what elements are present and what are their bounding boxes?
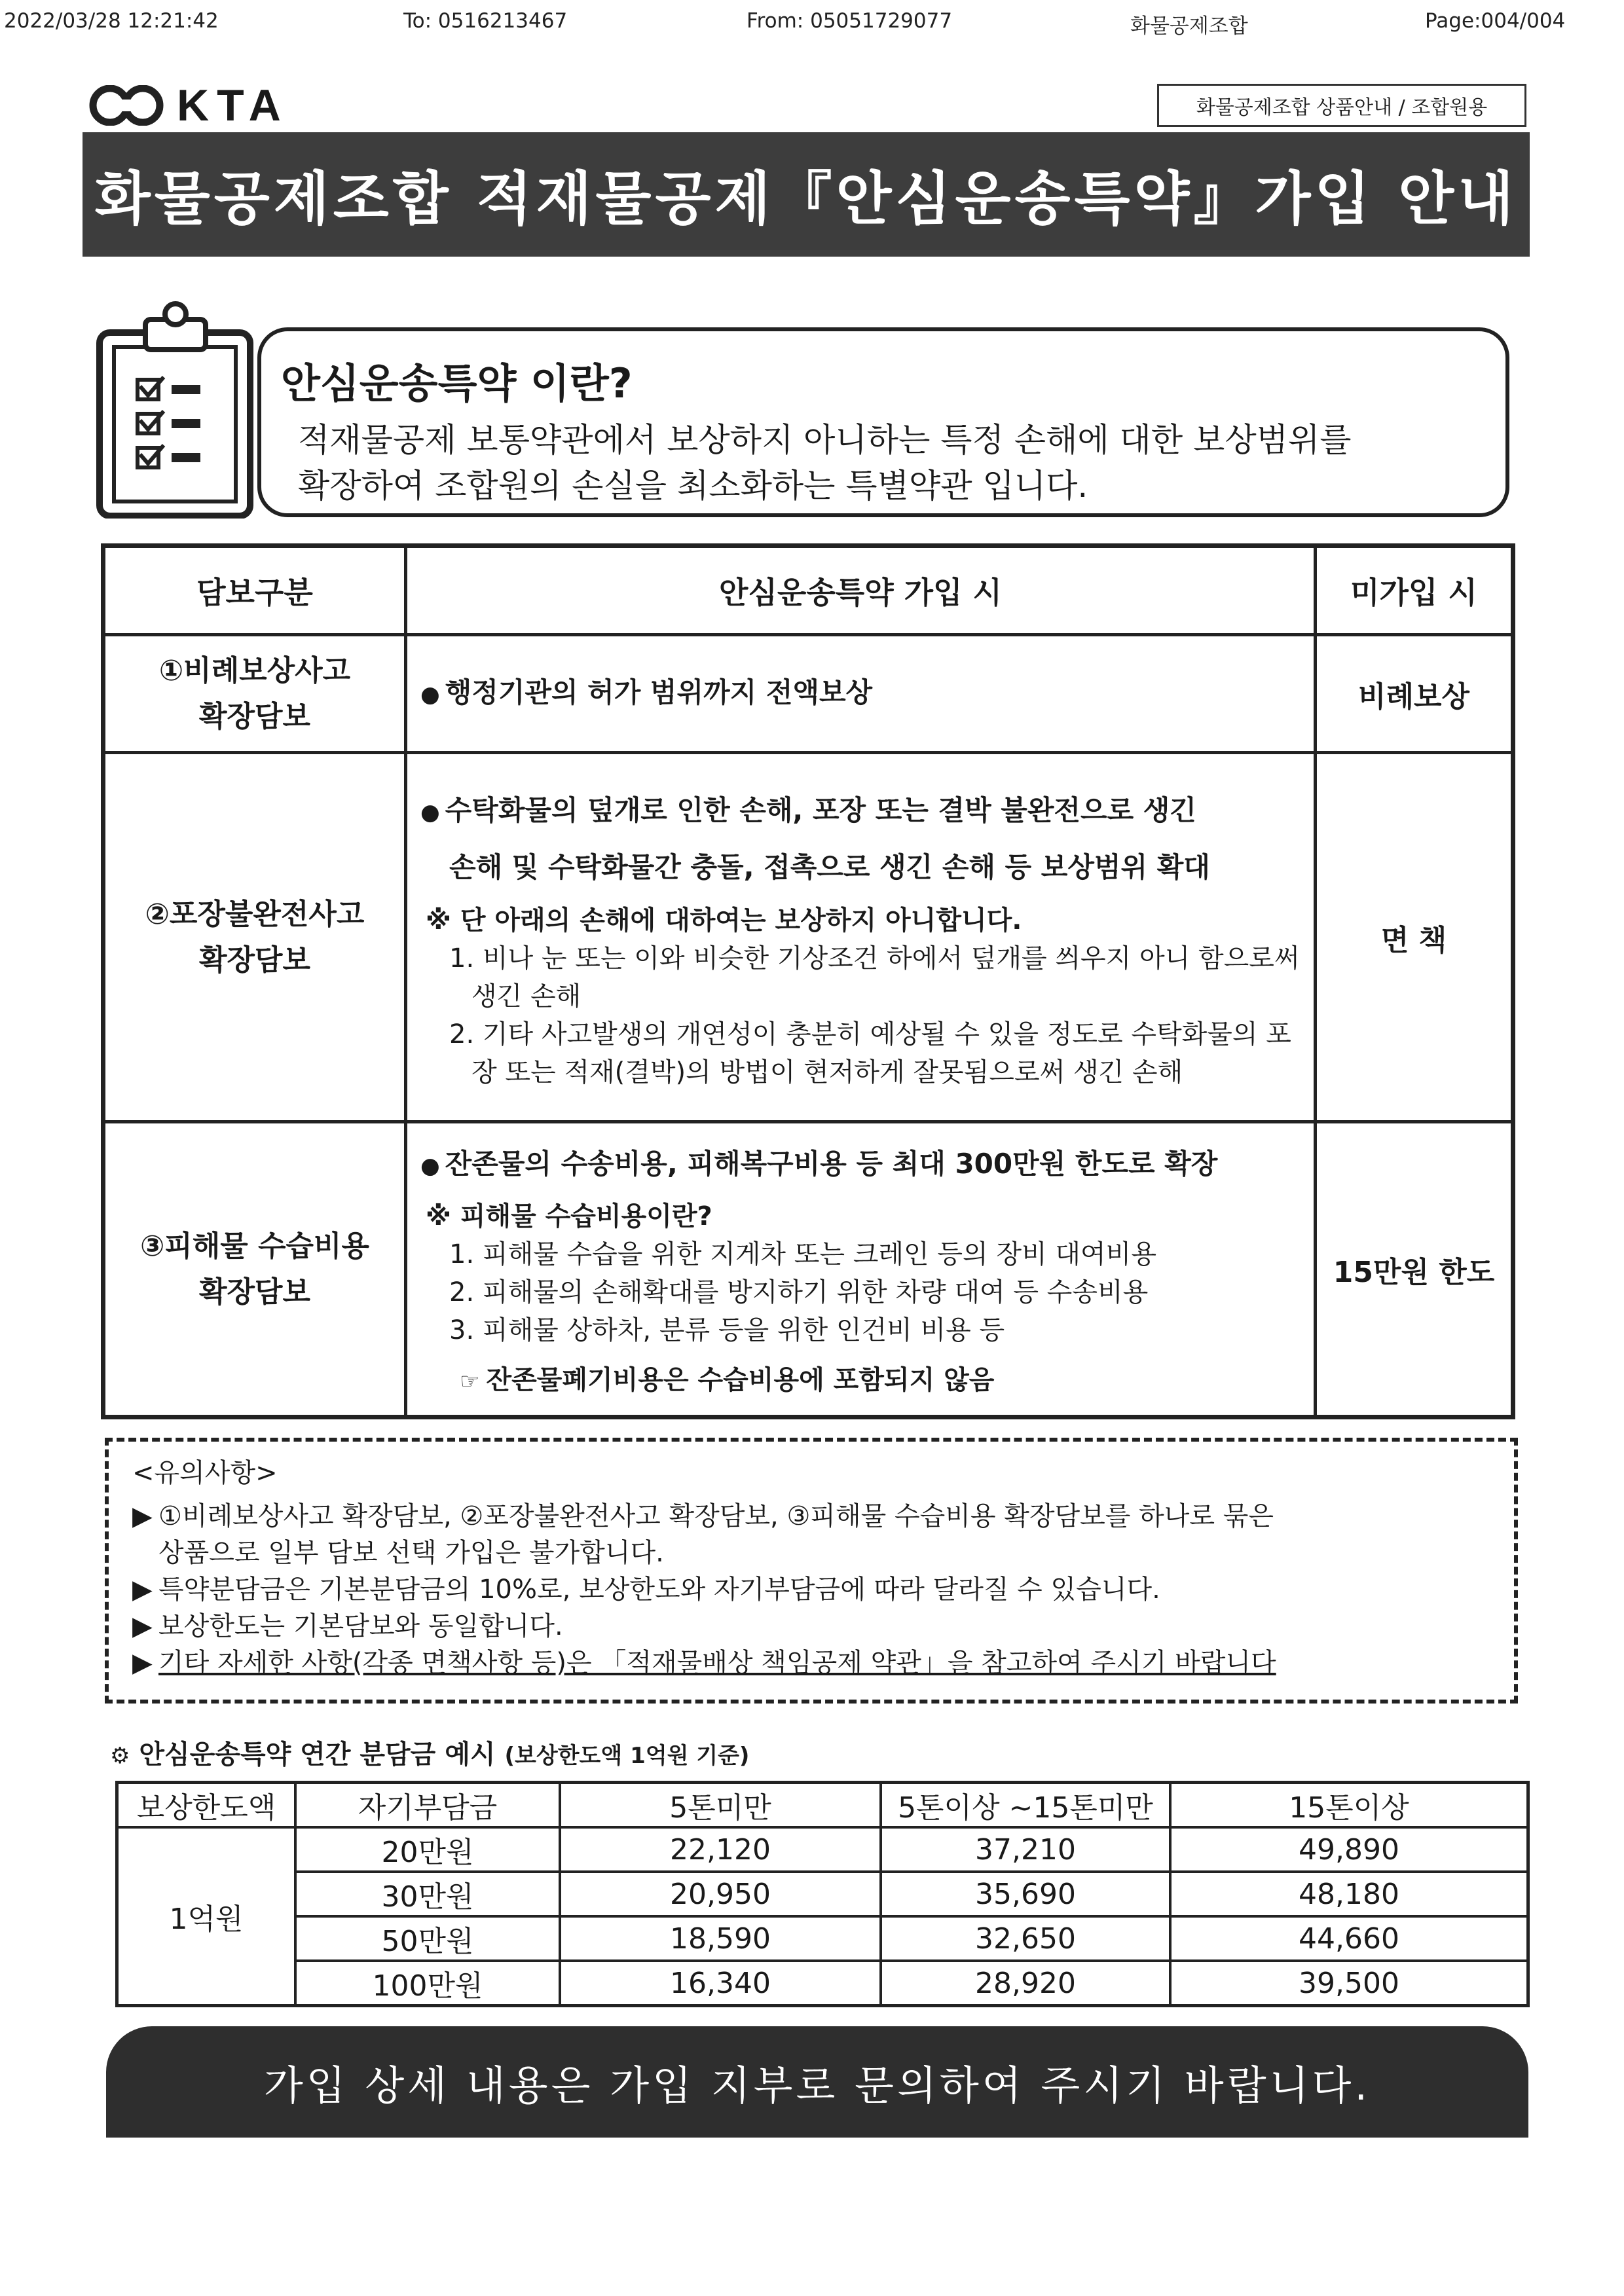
premium-cell: 49,890 bbox=[1170, 1827, 1528, 1872]
definition-item: 1. 피해물 수습을 위한 지게차 또는 크레인 등의 장비 대여비용 bbox=[449, 1239, 1156, 1269]
fax-page: Page:004/004 bbox=[1425, 9, 1566, 33]
fax-datetime: 2022/03/28 12:21:42 bbox=[4, 9, 219, 33]
without-rider-value: 비례보상 bbox=[1316, 635, 1513, 753]
kta-logo-mark-icon bbox=[89, 85, 168, 126]
without-rider-value: 면 책 bbox=[1316, 753, 1513, 1122]
premium-table bbox=[115, 1781, 1530, 2007]
notice-item: ▶ 특약분담금은 기본분담금의 10%로, 보상한도와 자기부담금에 따라 달라질 수 있습니다. bbox=[132, 1571, 1490, 1608]
premium-cell: 18,590 bbox=[560, 1916, 881, 1961]
premium-cell: 35,690 bbox=[881, 1872, 1170, 1916]
kta-logo-text: KTA bbox=[177, 81, 289, 130]
coverage-label bbox=[103, 1122, 406, 1417]
coverage-label bbox=[103, 753, 406, 1122]
bullet-dot-icon: ● bbox=[420, 1153, 440, 1179]
remark: ☞ 잔존물폐기비용은 수습비용에 포함되지 않음 bbox=[460, 1365, 995, 1395]
notice-item: ▶ ①비례보상사고 확장담보, ②포장불완전사고 확장담보, ③피해물 수습비용 확장담보를 하나로 묶은 상품으로 일부 담보 선택 가입은 불가합니다. bbox=[132, 1498, 1490, 1571]
exclusion-item: 1. 비나 눈 또는 이와 비슷한 기상조건 하에서 덮개를 씌우지 아니 함으로써 생긴 손해 bbox=[449, 943, 1300, 1011]
premium-cell: 37,210 bbox=[881, 1827, 1170, 1872]
notice-item: ▶ 기타 자세한 사항(각종 면책사항 등)은 「적재물배상 책임공제 약관」을 참고하여 주시기 바랍니다 bbox=[132, 1645, 1490, 1681]
coverage-label bbox=[103, 635, 406, 753]
premium-cell: 22,120 bbox=[560, 1827, 881, 1872]
premium-cell: 50만원 bbox=[295, 1916, 560, 1961]
pointing-hand-icon: ☞ bbox=[460, 1368, 480, 1394]
table-row bbox=[103, 635, 1513, 753]
premium-cell: 100만원 bbox=[295, 1961, 560, 2006]
triangle-bullet-icon: ▶ bbox=[132, 1648, 153, 1678]
gear-bullet-icon: ⚙ bbox=[110, 1743, 130, 1769]
premium-header-row bbox=[117, 1783, 1528, 1828]
premium-cell: 20,950 bbox=[560, 1872, 881, 1916]
intro-line: 적재물공제 보통약관에서 보상하지 아니하는 특정 손해에 대한 보상범위를 bbox=[298, 421, 1352, 459]
definition-item: 3. 피해물 상하차, 분류 등을 위한 인건비 비용 등 bbox=[449, 1315, 1005, 1345]
coverage-detail bbox=[406, 1122, 1316, 1417]
bullet-dot-icon: ● bbox=[420, 682, 440, 708]
premium-row bbox=[117, 1916, 1528, 1961]
without-rider-value: 15만원 한도 bbox=[1316, 1122, 1513, 1417]
coverage-detail bbox=[406, 753, 1316, 1122]
triangle-bullet-icon: ▶ bbox=[132, 1575, 153, 1605]
table-row bbox=[103, 753, 1513, 1122]
table-header-row bbox=[103, 546, 1513, 635]
bullet-dot-icon: ● bbox=[420, 799, 440, 826]
definition-note: ※ 피해물 수습비용이란? bbox=[426, 1201, 712, 1231]
coverage-label-line: 확장담보 bbox=[198, 699, 310, 733]
fax-to: To: 0516213467 bbox=[403, 9, 568, 33]
bullet-item: ● 행정기관의 허가 범위까지 전액보상 bbox=[420, 676, 873, 708]
header-coverage-type: 담보구분 bbox=[103, 546, 406, 635]
premium-cell: 44,660 bbox=[1170, 1916, 1528, 1961]
intro-title: 안심운송특약 이란? bbox=[281, 359, 633, 407]
table-row bbox=[103, 1122, 1513, 1417]
coverage-label-line: ①비례보상사고 bbox=[158, 653, 351, 687]
coverage-label-line: 확장담보 bbox=[198, 1275, 310, 1309]
exclusion-note: ※ 단 아래의 손해에 대하여는 보상하지 아니합니다. bbox=[426, 905, 1022, 936]
coverage-detail bbox=[406, 635, 1316, 753]
premium-cell: 32,650 bbox=[881, 1916, 1170, 1961]
notice-box bbox=[105, 1438, 1518, 1704]
coverage-table bbox=[101, 543, 1515, 1419]
premium-cell: 28,920 bbox=[881, 1961, 1170, 2006]
coverage-label-line: 확장담보 bbox=[198, 943, 310, 977]
coverage-label-line: ③피해물 수습비용 bbox=[139, 1229, 370, 1263]
premium-header: 5톤이상 ~15톤미만 bbox=[881, 1783, 1170, 1828]
premium-cell: 39,500 bbox=[1170, 1961, 1528, 2006]
notice-item: ▶ 보상한도는 기본담보와 동일합니다. bbox=[132, 1608, 1490, 1645]
definition-item: 2. 피해물의 손해확대를 방지하기 위한 차량 대여 등 수송비용 bbox=[449, 1277, 1149, 1307]
premium-row bbox=[117, 1827, 1528, 1872]
premium-cell: 30만원 bbox=[295, 1872, 560, 1916]
product-tag: 화물공제조합 상품안내 / 조합원용 bbox=[1157, 84, 1526, 127]
bullet-continuation: 손해 및 수탁화물간 충돌, 접촉으로 생긴 손해 등 보상범위 확대 bbox=[449, 851, 1210, 883]
premium-header: 자기부담금 bbox=[295, 1783, 560, 1828]
exclusion-item: 2. 기타 사고발생의 개연성이 충분히 예상될 수 있을 정도로 수탁화물의 포장 또는 적재(결박)의 방법이 현저하게 잘못됨으로써 생긴 손해 bbox=[449, 1019, 1291, 1087]
premium-row bbox=[117, 1872, 1528, 1916]
notice-title: <유의사항> bbox=[132, 1458, 278, 1488]
intro-body bbox=[281, 417, 1486, 509]
coverage-label-line: ②포장불완전사고 bbox=[145, 897, 365, 931]
premium-header: 15톤이상 bbox=[1170, 1783, 1528, 1828]
premium-cell: 20만원 bbox=[295, 1827, 560, 1872]
premium-limit: 1억원 bbox=[117, 1827, 296, 2006]
premium-header: 5톤미만 bbox=[560, 1783, 881, 1828]
clipboard-checklist-icon bbox=[96, 296, 267, 521]
bullet-item: ● 잔존물의 수송비용, 피해복구비용 등 최대 300만원 한도로 확장 bbox=[420, 1148, 1218, 1180]
fax-from: From: 05051729077 bbox=[747, 9, 953, 33]
premium-header: 보상한도액 bbox=[117, 1783, 296, 1828]
premium-row bbox=[117, 1961, 1528, 2006]
intro-box bbox=[257, 327, 1509, 517]
header-without-rider: 미가입 시 bbox=[1316, 546, 1513, 635]
premium-cell: 48,180 bbox=[1170, 1872, 1528, 1916]
triangle-bullet-icon: ▶ bbox=[132, 1611, 153, 1641]
premium-title: ⚙ 안심운송특약 연간 분담금 예시 (보상한도액 1억원 기준) bbox=[110, 1740, 750, 1770]
footer-banner: 가입 상세 내용은 가입 지부로 문의하여 주시기 바랍니다. bbox=[106, 2026, 1528, 2138]
bullet-item: ● 수탁화물의 덮개로 인한 손해, 포장 또는 결박 불완전으로 생긴 bbox=[420, 794, 1196, 826]
fax-sender: 화물공제조합 bbox=[1130, 14, 1248, 38]
premium-cell: 16,340 bbox=[560, 1961, 881, 2006]
page-title: 화물공제조합 적재물공제『안심운송특약』가입 안내 bbox=[83, 132, 1530, 257]
kta-logo bbox=[89, 80, 289, 131]
triangle-bullet-icon: ▶ bbox=[132, 1501, 153, 1531]
intro-line: 확장하여 조합원의 손실을 최소화하는 특별약관 입니다. bbox=[298, 467, 1088, 505]
header-with-rider: 안심운송특약 가입 시 bbox=[406, 546, 1316, 635]
